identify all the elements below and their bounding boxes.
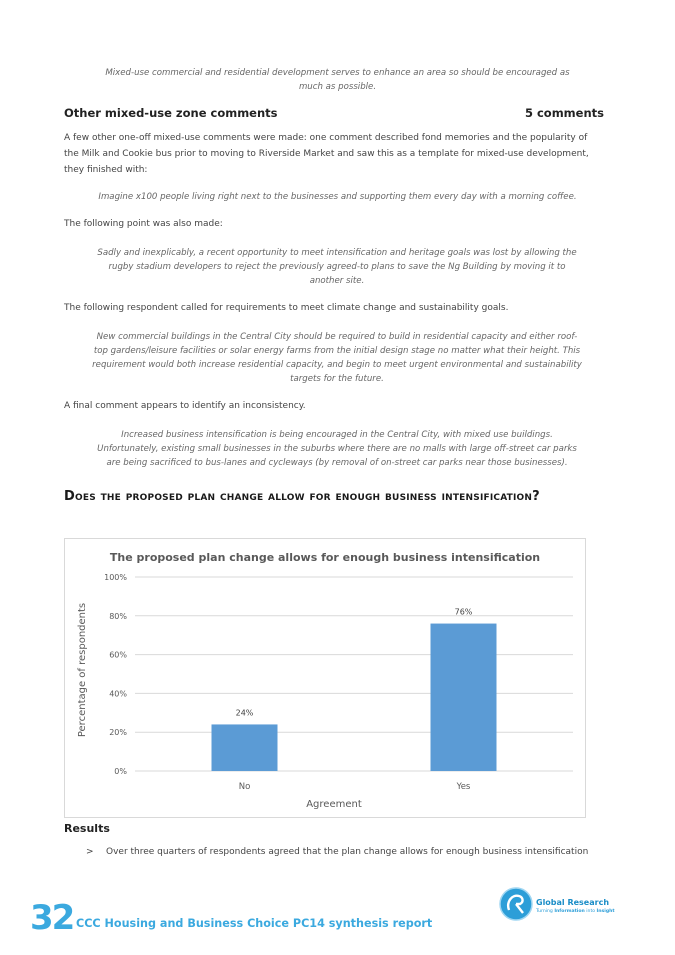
bullet-marker: > [86,847,94,857]
x-tick-label: Yes [456,782,471,792]
x-axis-ticks [239,782,471,792]
quote-ng-building: Sadly and inexplicably, a recent opportunity to meet intensification and heritage goals was lost by allowing the rugby stadium developers to reject the previously agreed-to plans to save the Ng Building by moving it to another site. [97,248,577,286]
footer-title: CCC Housing and Business Choice PC14 synthesis report [76,917,433,930]
quote-morning-coffee: Imagine x100 people living right next to the businesses and supporting them every day with a morning coffee. [98,192,577,202]
section-title [64,106,604,120]
paragraph-point-made: The following point was also made: [64,219,223,229]
quote-mixed-use: Mixed-use commercial and residential development serves to enhance an area so should be encouraged as much as possible. [105,68,570,92]
chart-gridlines [135,577,573,771]
y-tick-label: 60% [109,650,127,660]
y-axis-label: Percentage of respondents [77,602,88,738]
bullet-text: Over three quarters of respondents agreed that the plan change allows for enough business intensification [106,847,589,857]
y-tick-label: 80% [109,611,127,621]
question-heading: Does the proposed plan change allow for enough business intensification? [64,489,540,504]
global-research-logo [498,884,658,924]
logo-tagline: Turning Information into Insight [536,909,615,914]
paragraph-climate: The following respondent called for requirements to meet climate change and sustainability goals. [64,303,509,313]
chart-bars [212,608,497,771]
section-title-text: Other mixed-use zone comments [64,106,278,120]
paragraph-milk-cookie: A few other one-off mixed-use comments were made: one comment described fond memories and the popularity of the Milk and Cookie bus prior to moving to Riverside Market and saw this as a template for mixed-use development, they finished with: [64,133,589,175]
globe-logo-icon [498,886,534,922]
y-tick-label: 40% [109,689,127,699]
paragraph-inconsistency: A final comment appears to identify an inconsistency. [64,401,306,411]
bar-chart [65,539,585,817]
x-tick-label: No [238,782,251,792]
results-title: Results [64,822,110,835]
y-axis-ticks [104,573,127,776]
logo-name: Global Research [536,898,610,907]
y-tick-label: 20% [109,728,127,738]
y-tick-label: 100% [104,573,127,582]
bar-yes [431,624,497,771]
chart-title: The proposed plan change allows for enough business intensification [109,551,541,564]
quote-business-intensification: Increased business intensification is being encouraged in the Central City, with mixed use buildings. Unfortunately, existing small businesses in the suburbs where there are no malls with large off-street car parks are being sacrificed to bus-lanes and cycleways (by removal of on-street car parks near those businesses). [97,430,577,468]
y-tick-label: 0% [114,767,127,776]
data-label: 24% [235,708,254,718]
comment-count: 5 comments [524,106,604,120]
quote-commercial-buildings: New commercial buildings in the Central City should be required to build in residential capacity and either roof-top gardens/leisure facilities or solar energy farms from the initial design stage no matter what their height. This requirement would both increase residential capacity, and begin to meet urgent environmental and sustainability targets for the future. [92,332,582,384]
data-label: 76% [454,607,473,617]
x-axis-label: Agreement [306,799,362,810]
page-number: 32 [30,898,74,938]
chart-container [64,538,586,818]
bar-no [212,724,278,771]
